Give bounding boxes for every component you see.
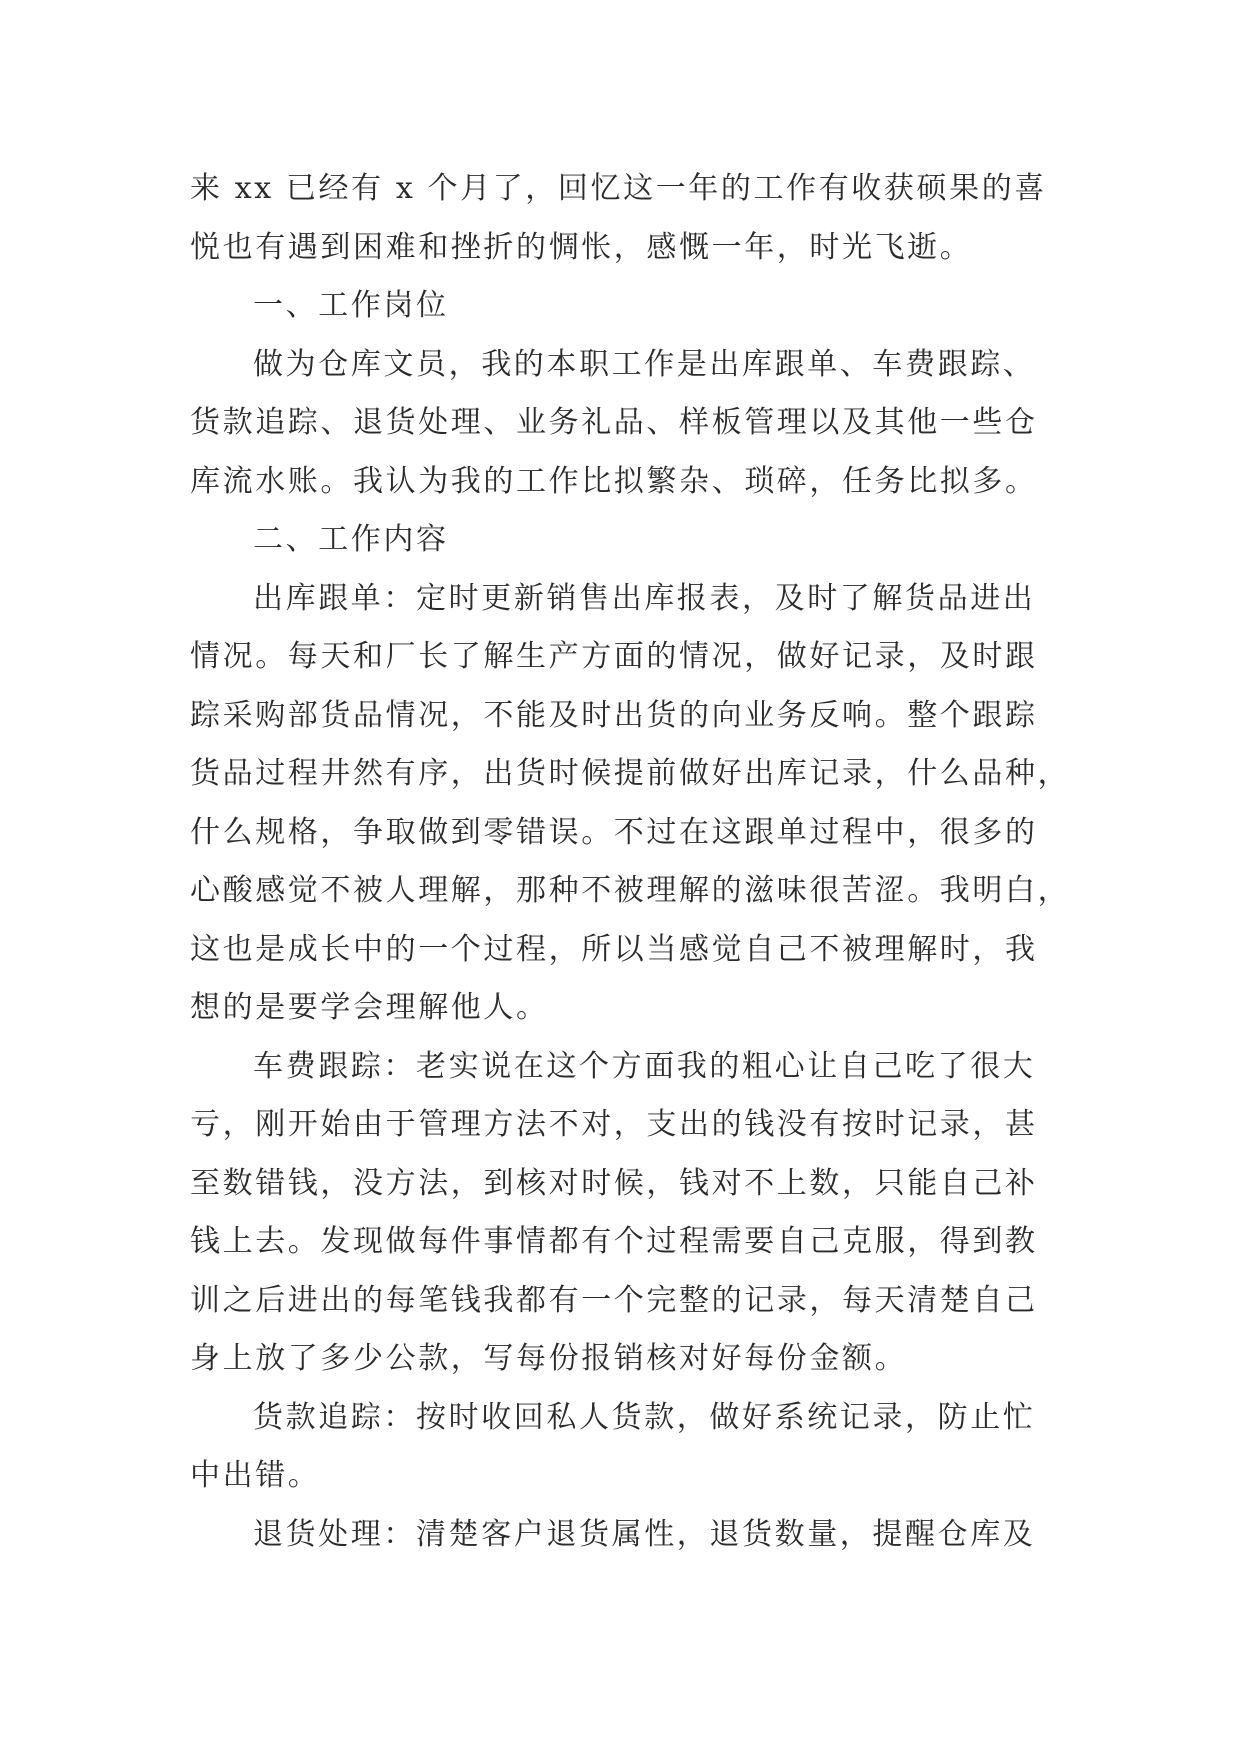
text-line: 情况。每天和厂长了解生产方面的情况，做好记录，及时跟 [190,639,1038,674]
text-line: 库流水账。我认为我的工作比拟繁杂、琐碎，任务比拟多。 [190,463,1038,499]
document-body [190,160,1071,1564]
text-line: 做为仓库文员，我的本职工作是出库跟单、车费跟踪、 [253,346,1036,382]
text-line: 这也是成长中的一个过程，所以当感觉自己不被理解时，我 [190,931,1038,967]
text-line: 什么规格，争取做到零错误。不过在这跟单过程中，很多的 [190,814,1038,850]
text-line: 悦也有遇到困难和挫折的惆怅，感慨一年，时光飞逝。 [190,229,973,265]
text-line: 心酸感觉不被人理解，那种不被理解的滋味很苦涩。我明白， [190,873,1071,908]
text-line: 身上放了多少公款，写每份报销核对好每份金额。 [190,1341,908,1376]
section-heading: 二、工作内容 [253,522,449,557]
text-line: 亏，刚开始由于管理方法不对，支出的钱没有按时记录，甚 [190,1107,1038,1142]
text-line: 钱上去。发现做每件事情都有个过程需要自己克服，得到教 [190,1224,1038,1259]
text-line: 训之后进出的每笔钱我都有一个完整的记录，每天清楚自己 [190,1282,1038,1318]
section-heading: 一、工作岗位 [253,288,449,323]
text-line: 退货处理：清楚客户退货属性，退货数量，提醒仓库及 [253,1516,1036,1552]
text-line: 踪采购部货品情况，不能及时出货的向业务反响。整个跟踪 [190,697,1038,733]
text-line: 货品过程井然有序，出货时候提前做好出库记录，什么品种， [190,756,1071,791]
text-line: 货款追踪：按时收回私人货款，做好系统记录，防止忙 [253,1399,1036,1435]
text-line: 想的是要学会理解他人。 [190,990,549,1025]
text-line: 来 xx 已经有 x 个月了，回忆这一年的工作有收获硕果的喜 [190,171,1047,206]
text-line: 车费跟踪：老实说在这个方面我的粗心让自己吃了很大 [253,1048,1036,1084]
text-line: 出库跟单：定时更新销售出库报表，及时了解货品进出 [253,580,1036,616]
text-line: 中出错。 [190,1458,321,1493]
text-line: 货款追踪、退货处理、业务礼品、样板管理以及其他一些仓 [190,405,1038,440]
text-line: 至数错钱，没方法，到核对时候，钱对不上数，只能自己补 [190,1165,1038,1201]
